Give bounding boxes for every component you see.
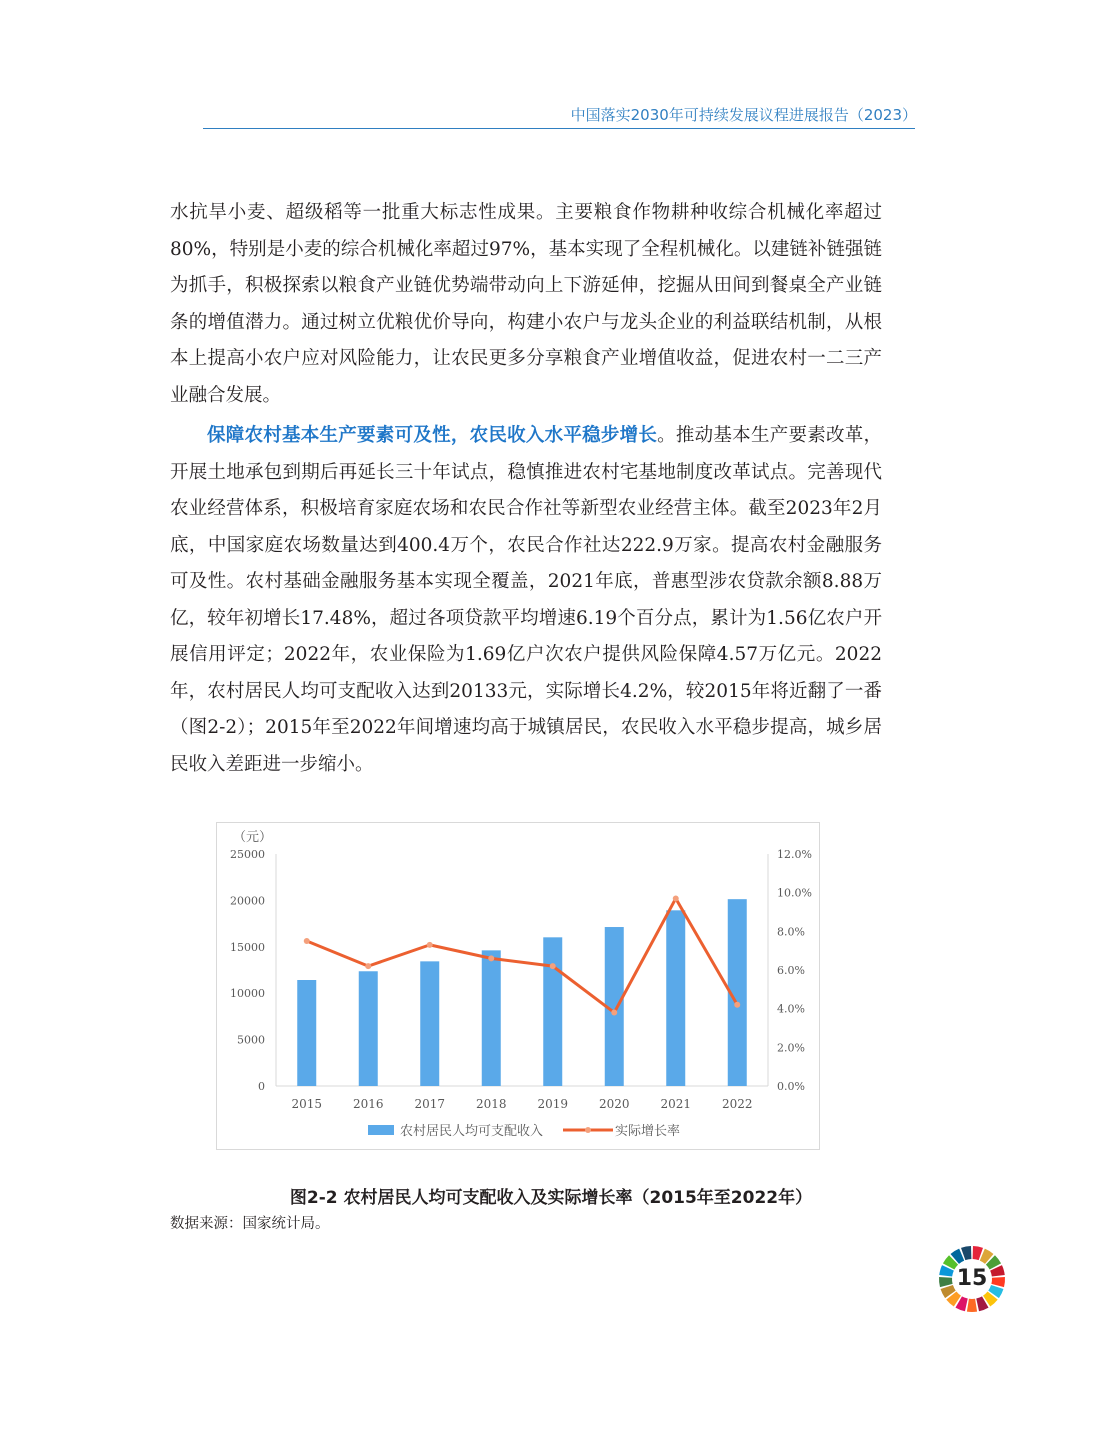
y2-tick-label: 2.0% — [777, 1041, 805, 1055]
bar — [297, 980, 316, 1086]
y2-tick-label: 0.0% — [777, 1080, 805, 1093]
legend-marker-growth — [585, 1127, 591, 1133]
paragraph-2 — [170, 418, 882, 783]
y-tick-label: 15000 — [230, 940, 265, 954]
y-tick-label: 25000 — [230, 848, 265, 861]
line-point — [734, 1002, 740, 1008]
x-tick-label: 2021 — [660, 1097, 692, 1111]
body-text — [170, 195, 882, 783]
bar — [420, 961, 439, 1086]
source-note: 数据来源：国家统计局。 — [170, 1216, 330, 1232]
y-tick-label: 20000 — [230, 894, 265, 908]
legend-label-growth: 实际增长率 — [615, 1124, 681, 1139]
x-tick-label: 2019 — [537, 1097, 569, 1111]
legend-swatch-income — [368, 1125, 394, 1135]
y-tick-label: 5000 — [237, 1033, 265, 1047]
y2-tick-label: 12.0% — [777, 848, 812, 861]
chart-frame — [216, 822, 820, 1150]
x-tick-label: 2018 — [475, 1097, 507, 1111]
bar — [543, 937, 562, 1086]
running-header: 中国落实2030年可持续发展议程进展报告（2023） — [570, 106, 917, 124]
line-point — [550, 963, 556, 969]
bar — [482, 950, 501, 1086]
income-growth-chart — [217, 823, 821, 1151]
section-heading: 保障农村基本生产要素可及性，农民收入水平稳步增长 — [207, 425, 658, 446]
y2-tick-label: 10.0% — [777, 886, 812, 900]
y2-tick-label: 8.0% — [777, 925, 805, 939]
header-rule — [203, 128, 915, 129]
y2-tick-label: 4.0% — [777, 1002, 805, 1016]
legend-label-income: 农村居民人均可支配收入 — [400, 1124, 544, 1139]
x-tick-label: 2015 — [291, 1097, 323, 1111]
line-point — [365, 963, 371, 969]
y-tick-label: 10000 — [230, 987, 265, 1001]
line-point — [304, 938, 310, 944]
line-point — [673, 895, 679, 901]
y-axis-unit: （元） — [233, 830, 273, 845]
bar — [359, 971, 378, 1086]
x-tick-label: 2022 — [721, 1097, 753, 1111]
y-tick-label: 0 — [258, 1080, 265, 1093]
paragraph-1: 水抗旱小麦、超级稻等一批重大标志性成果。主要粮食作物耕种收综合机械化率超过80%，特别是小麦的综合机械化率超过97%，基本实现了全程机械化。以建链补链强链为抓手，积极探索以粮食产业链优势端带动向上下游延伸，挖掘从田间到餐桌全产业链条的增值潜力。通过树立优粮优价导向，构建小农户与龙头企业的利益联结机制，从根本上提高小农户应对风险能力，让农民更多分享粮食产业增值收益，促进农村一二三产业融合发展。 — [170, 202, 882, 406]
x-tick-label: 2020 — [598, 1097, 630, 1111]
y2-tick-label: 6.0% — [777, 964, 805, 977]
line-point — [611, 1010, 617, 1016]
bar — [666, 910, 685, 1086]
line-point — [488, 955, 494, 961]
x-tick-label: 2017 — [414, 1097, 446, 1111]
figure-caption: 图2-2 农村居民人均可支配收入及实际增长率（2015年至2022年） — [289, 1188, 813, 1208]
paragraph-2-text: 。推动基本生产要素改革，开展土地承包到期后再延长三十年试点，稳慎推进农村宅基地制度改革试点。完善现代农业经营体系，积极培育家庭农场和农民合作社等新型农业经营主体。截至2023年2月底，中国家庭农场数量达到400.4万个，农民合作社达222.9万家。提高农村金融服务可及性。农村基础金融服务基本实现全覆盖，2021年底，普惠型涉农贷款余额8.88万亿，较年初增长17.48%，超过各项贷款平均增速6.19个百分点，累计为1.56亿农户开展信用评定；2022年，农业保险为1.69亿户次农户提供风险保障4.57万亿元。2022年，农村居民人均可支配收入达到20133元，实际增长4.2%，较2015年将近翻了一番（图2-2）；2015年至2022年间增速均高于城镇居民，农民收入水平稳步提高，城乡居民收入差距进一步缩小。 — [170, 425, 882, 775]
page-number: 15 — [956, 1266, 988, 1291]
line-point — [427, 942, 433, 948]
x-tick-label: 2016 — [352, 1097, 384, 1111]
